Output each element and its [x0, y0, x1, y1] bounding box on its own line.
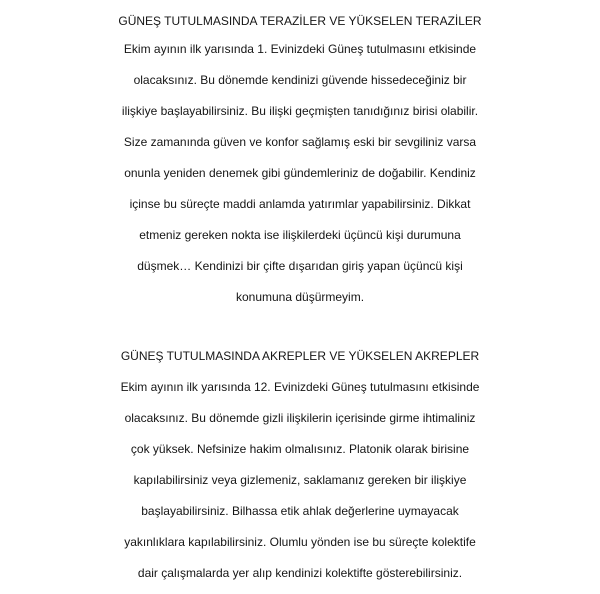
paragraph-line: olacaksınız. Bu dönemde gizli ilişkilerin içerisinde girme ihtimaliniz	[124, 411, 476, 425]
paragraph-line: Size zamanında güven ve konfor sağlamış eski bir sevgiliniz varsa	[123, 135, 477, 149]
section-heading-libra: GÜNEŞ TUTULMASINDA TERAZİLER VE YÜKSELEN TERAZİLER	[118, 14, 482, 28]
paragraph-line: dair çalışmalarda yer alıp kendinizi kolektifte gösterebilirsiniz.	[137, 566, 463, 580]
paragraph-line: konumuna düşürmeyim.	[235, 290, 365, 304]
paragraph-line: ilişkiye başlayabilirsiniz. Bu ilişki geçmişten tanıdığınız birisi olabilir.	[121, 104, 479, 118]
paragraph-line: olacaksınız. Bu dönemde kendinizi güvende hissedeceğiniz bir	[133, 73, 467, 87]
paragraph-line: çok yüksek. Nefsinize hakim olmalısınız. Platonik olarak birisine	[130, 442, 470, 456]
paragraph-line: kapılabilirsiniz veya gizlemeniz, saklamanız gereken bir ilişkiye	[133, 473, 467, 487]
paragraph-line: yakınlıklara kapılabilirsiniz. Olumlu yönden ise bu süreçte kolektife	[124, 535, 476, 549]
paragraph-line: Ekim ayının ilk yarısında 1. Evinizdeki Güneş tutulmasını etkisinde	[123, 42, 477, 56]
paragraph-line: onunla yeniden denemek gibi gündemleriniz de doğabilir. Kendiniz	[124, 166, 476, 180]
paragraph-line: düşmek… Kendinizi bir çifte dışarıdan giriş yapan üçüncü kişi	[137, 259, 463, 273]
paragraph-line: başlayabilirsiniz. Bilhassa etik ahlak değerlerine uymayacak	[141, 504, 459, 518]
paragraph-line: içinse bu süreçte maddi anlamda yatırımlar yapabilirsiniz. Dikkat	[129, 197, 471, 211]
paragraph-line: Ekim ayının ilk yarısında 12. Evinizdeki Güneş tutulmasını etkisinde	[120, 380, 480, 394]
section-heading-scorpio: GÜNEŞ TUTULMASINDA AKREPLER VE YÜKSELEN AKREPLER	[120, 349, 480, 363]
paragraph-line: etmeniz gereken nokta ise ilişkilerdeki üçüncü kişi durumuna	[139, 228, 461, 242]
